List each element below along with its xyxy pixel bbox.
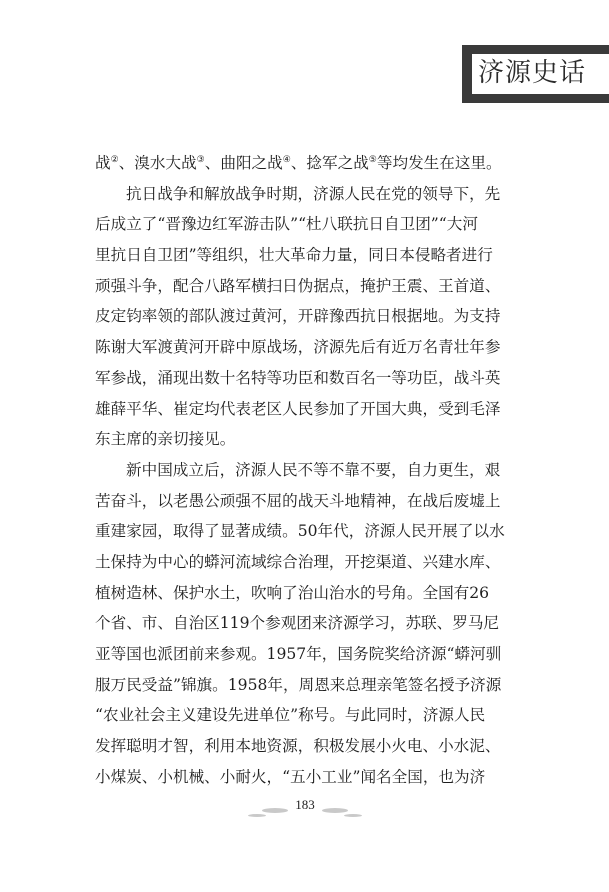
text-line: 东主席的亲切接见。 (95, 430, 236, 449)
text-line: 里抗日自卫团”等组织，壮大革命力量，同日本侵略者进行 (95, 246, 493, 265)
text-segment: 战 (95, 154, 111, 172)
text-line: 抗日战争和解放战争时期，济源人民在党的领导下，先 (126, 184, 501, 203)
text-line: 后成立了“晋豫边红军游击队”“杜八联抗日自卫团”“大河 (95, 215, 478, 234)
footnote-marker: ④ (282, 155, 291, 165)
text-line: 重建家园，取得了显著成绩。50年代，济源人民开展了以水 (95, 522, 505, 541)
text-line: 皮定钧率领的部队渡过黄河，开辟豫西抗日根据地。为支持 (95, 307, 501, 326)
text-line: 雄薛平华、崔定均代表老区人民参加了开国大典，受到毛泽 (95, 399, 501, 418)
text-segment: 、曲阳之战 (204, 154, 283, 172)
text-line: 顽强斗争，配合八路军横扫日伪据点，掩护王震、王首道、 (95, 276, 501, 295)
footer-ornament-left-small (248, 814, 266, 817)
body-text (95, 148, 525, 792)
footnote-marker: ③ (196, 155, 205, 165)
text-segment: 、捻军之战 (290, 154, 369, 172)
text-line: 陈谢大军渡黄河开辟中原战场，济源先后有近万名青壮年参 (95, 338, 501, 357)
text-line: 苦奋斗，以老愚公顽强不屈的战天斗地精神，在战后废墟上 (95, 491, 501, 510)
text-line: 个省、市、自治区119个参观团来济源学习，苏联、罗马尼 (95, 614, 500, 633)
footnote-marker: ⑤ (368, 155, 377, 165)
running-header-title: 济源史话 (478, 58, 587, 88)
text-line: 军参战，涌现出数十名特等功臣和数百名一等功臣，战斗英 (95, 368, 501, 387)
text-line (95, 148, 525, 179)
footnote-marker: ② (110, 155, 119, 165)
text-line: 植树造林、保护水土，吹响了治山治水的号角。全国有26 (95, 583, 490, 602)
footer-ornament-right-small (344, 814, 362, 817)
text-line: 小煤炭、小机械、小耐火，“五小工业”闻名全国，也为济 (95, 767, 486, 786)
text-line: 新中国成立后，济源人民不等不靠不要，自力更生，艰 (126, 460, 501, 479)
page-number: 183 (295, 797, 315, 812)
text-segment: 、溴水大战 (118, 154, 197, 172)
text-line: 亚等国也派团前来参观。1957年，国务院奖给济源“蟒河驯 (95, 645, 502, 663)
text-line: 发挥聪明才智，利用本地资源，积极发展小火电、小水泥、 (95, 737, 501, 756)
text-line: 服万民受益”锦旗。1958年，周恩来总理亲笔签名授予济源 (95, 675, 502, 694)
text-segment: 等均发生在这里。 (376, 154, 502, 172)
text-line: 土保持为中心的蟒河流域综合治理，开挖渠道、兴建水库、 (95, 552, 501, 571)
text-line: “农业社会主义建设先进单位”称号。与此同时，济源人民 (95, 706, 486, 725)
